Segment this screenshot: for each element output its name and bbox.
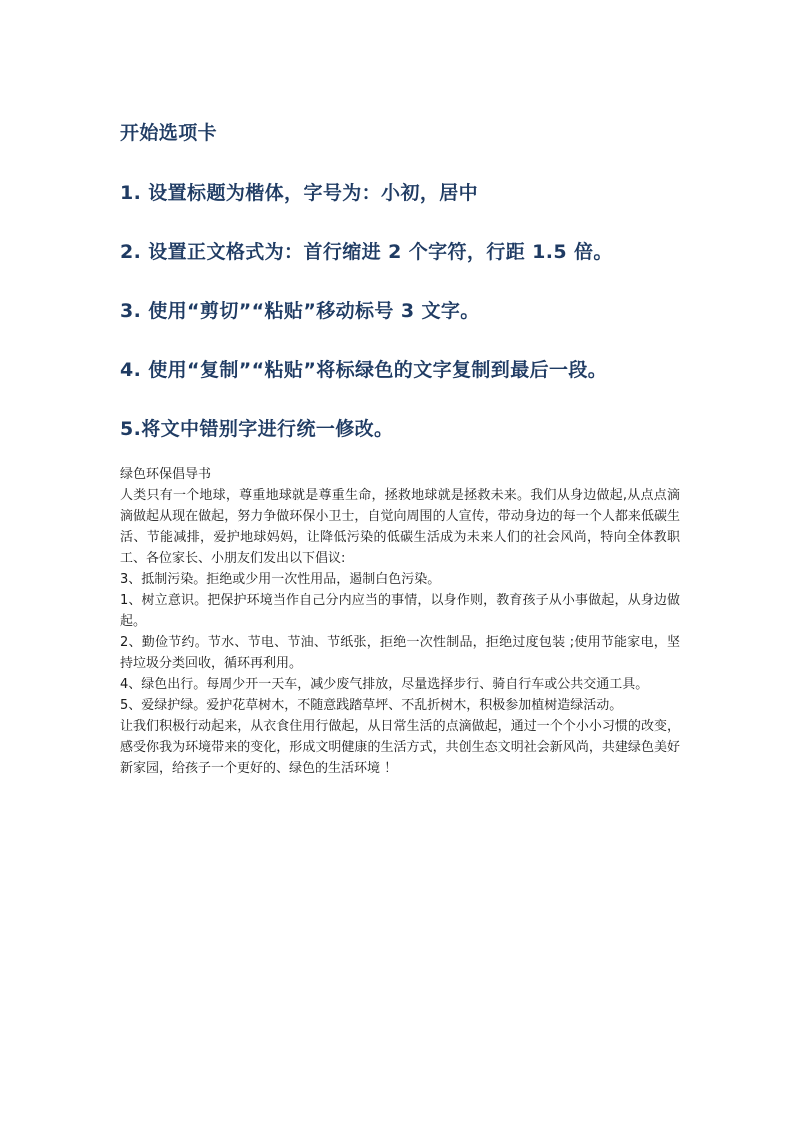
instruction-item-4: 4. 使用“复制”“粘贴”将标绿色的文字复制到最后一段。 — [120, 359, 608, 381]
article-paragraph-5: 5、爱绿护绿。爱护花草树木，不随意践踏草坪、不乱折树木，积极参加植树造绿活动。 — [120, 698, 623, 713]
article-title: 绿色环保倡导书 — [120, 467, 212, 482]
article-paragraph-2: 2、勤俭节约。节水、节电、节油、节纸张，拒绝一次性制品，拒绝过度包装 ;使用节能家电，坚持垃圾分类回收，循环再利用。 — [120, 635, 680, 671]
article-body — [120, 464, 680, 779]
instruction-item-2: 2. 设置正文格式为：首行缩进 2 个字符，行距 1.5 倍。 — [120, 241, 613, 263]
article-paragraph-3: 3、抵制污染。拒绝或少用一次性用品，遏制白色污染。 — [120, 572, 441, 587]
instruction-item-3: 3. 使用“剪切”“粘贴”移动标号 3 文字。 — [120, 300, 480, 322]
article-paragraph-closing: 让我们积极行动起来，从衣食住用行做起，从日常生活的点滴做起，通过一个个小小习惯的改变，感受你我为环境带来的变化，形成文明健康的生活方式，共创生态文明社会新风尚，共建绿色美好新家园，给孩子一个更好的、绿色的生活环境 ！ — [120, 719, 680, 776]
instructions-section — [120, 118, 720, 473]
instruction-item-5: 5.将文中错别字进行统一修改。 — [120, 418, 394, 440]
article-paragraph-4: 4、绿色出行。每周少开一天车，减少废气排放，尽量选择步行、骑自行车或公共交通工具。 — [120, 677, 649, 692]
article-paragraph-1: 1、树立意识。把保护环境当作自己分内应当的事情，以身作则，教育孩子从小事做起，从身边做起。 — [120, 593, 680, 629]
instructions-title: 开始选项卡 — [120, 122, 218, 144]
article-paragraph-intro: 人类只有一个地球，尊重地球就是尊重生命，拯救地球就是拯救未来。我们从身边做起,从点点滴滴做起从现在做起，努力争做环保小卫士，自觉向周围的人宣传，带动身边的每一个人都来低碳生活、节能减排，爱护地球妈妈，让降低污染的低碳生活成为未来人们的社会风尚，特向全体教职工、各位家长、小朋友们发出以下倡议: — [120, 488, 680, 566]
instruction-item-1: 1. 设置标题为楷体，字号为：小初，居中 — [120, 182, 479, 204]
